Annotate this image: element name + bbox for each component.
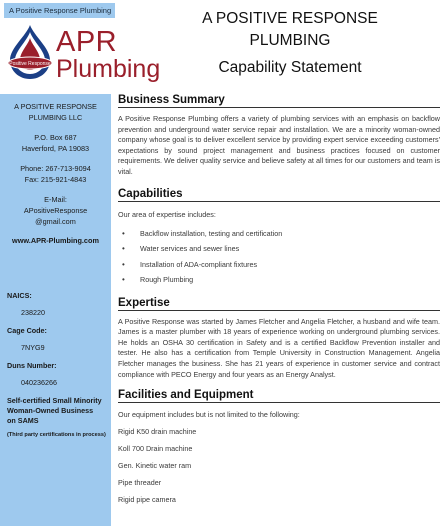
title-line3: Capability Statement [218,59,362,76]
bullet-icon: • [122,244,125,254]
page-title [160,8,420,79]
naics-value: 238220 [21,308,45,317]
list-item: Rigid K50 drain machine [118,427,197,437]
email-line2[interactable]: @gmail.com [35,217,76,226]
list-item: Pipe threader [118,478,162,488]
website-link[interactable]: www.APR-Plumbing.com [12,236,99,245]
bullet-icon: • [122,228,125,238]
email-label: E-Mail: [44,195,67,204]
address-line2: Haverford, PA 19083 [21,144,90,153]
cert-note: (Third party certifications in process) [7,432,106,438]
fax: Fax: 215-921-4843 [24,175,87,184]
business-summary-text: A Positive Response Plumbing offers a variety of plumbing services with an emphasis on backflow prevention and underground water service repair and installation. We are a minority woman-owned company whose goal is to deliver excellent service by providing expert service exceeding customers' expectations by sound project management and business practices focused on customer requirements. We deliver quality service and believe safety at all times for our customers and team is vital. [118,114,440,176]
logo-line1: APR [56,26,118,58]
duns-label: Duns Number: [7,361,57,370]
facilities-intro: Our equipment includes but is not limited to the following: [118,410,300,420]
company-name-line2: PLUMBING LLC [28,113,83,122]
equipment-list [118,427,440,512]
naics-label: NAICS: [7,291,32,300]
list-item: • Backflow installation, testing and certification [122,228,283,238]
logo-line2: Plumbing [56,55,161,83]
cert-line3: on SAMS [7,416,39,425]
cert-line2: Woman-Owned Business [7,406,94,415]
bullet-icon: • [122,259,125,269]
list-item: Rigid pipe camera [118,495,176,505]
capabilities-heading: Capabilities [118,188,440,202]
duns-value: 040236266 [21,378,57,387]
header-tag: A Positive Response Plumbing [4,3,115,18]
cage-label: Cage Code: [7,326,47,335]
email-line1[interactable]: APositiveResponse [23,206,88,215]
title-line1: A POSITIVE RESPONSE [202,10,378,27]
capabilities-intro: Our area of expertise includes: [118,209,216,219]
main-content [118,94,440,512]
list-item: • Rough Plumbing [122,275,194,285]
list-item: • Water services and sewer lines [122,244,240,254]
cert-line1: Self-certified Small Minority [7,396,102,405]
title-line2: PLUMBING [249,32,331,49]
sidebar [0,94,111,526]
list-item: Gen. Kinetic water ram [118,461,192,471]
logo-badge: Positive Response [9,61,51,67]
water-drop-logo-icon [4,24,56,80]
expertise-text: A Positive Response was started by James Fletcher and Angelia Fletcher, a husband and wife team. James is a master plumber with 18 years of experience working on underground plumbing services. He holds an OSHA 30 certification in Safety and is a certified Backflow Prevention installer and tester. He also has a certification from Temple University in Construction Management. Angelia Fletcher manages the business. She has 21 years of experience in customer service and contract compliance with PECO Energy and four years as an Energy Analyst. [118,316,440,379]
company-name-line1: A POSITIVE RESPONSE [14,102,97,111]
company-logo [4,24,161,83]
bullet-icon: • [122,275,125,285]
expertise-heading: Expertise [118,297,440,311]
list-item: • Installation of ADA-compliant fixtures [122,259,258,269]
list-item: Koll 700 Drain machine [118,444,193,454]
cage-value: 7NYG9 [21,343,45,352]
phone: Phone: 267-713-9094 [20,164,91,173]
facilities-heading: Facilities and Equipment [118,389,440,403]
business-summary-heading: Business Summary [118,94,440,108]
capabilities-list [118,229,440,291]
address-line1: P.O. Box 687 [34,133,77,142]
